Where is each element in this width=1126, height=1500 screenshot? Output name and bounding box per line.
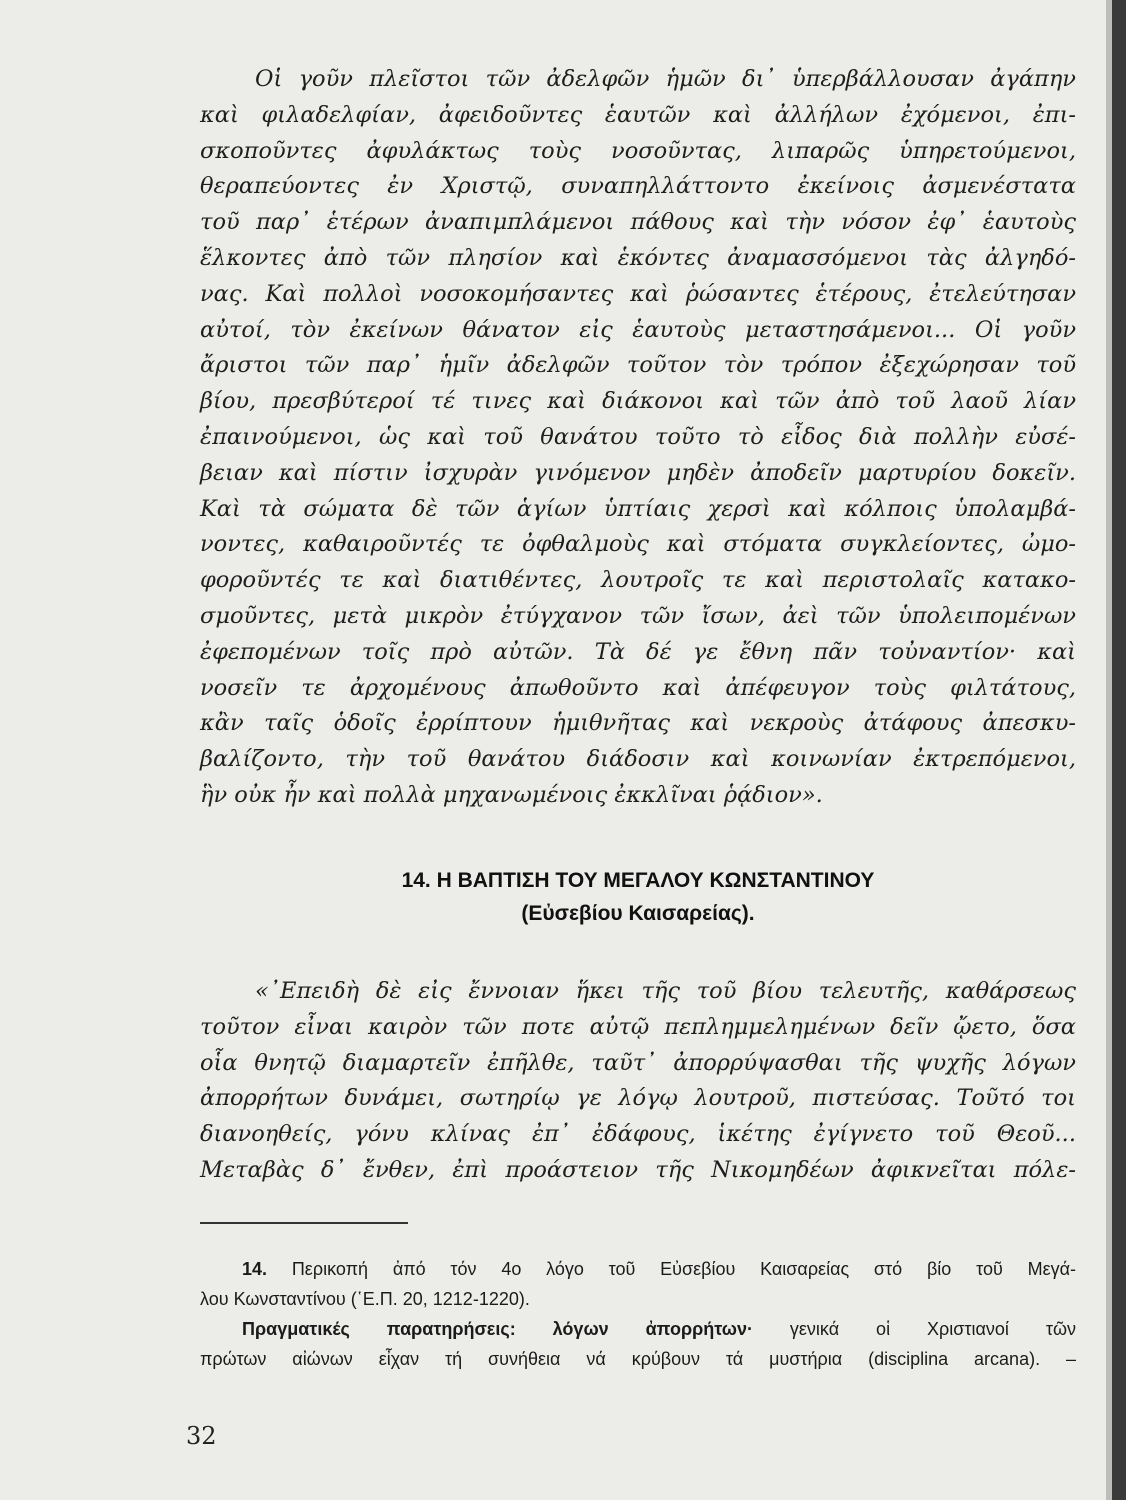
footnote-divider — [200, 1222, 408, 1224]
text-line: βειαν καὶ πίστιν ἰσχυρὰν γινόμενον μηδὲν ἀποδεῖν μαρτυρίου δοκεῖν. — [200, 459, 1076, 486]
text-line: τοῦτον εἶναι καιρὸν τῶν ποτε αὐτῷ πεπλημμελημένων δεῖν ᾤετο, ὅσα — [200, 1013, 1076, 1040]
section-title: 14. Η ΒΑΠΤΙΣΗ ΤΟΥ ΜΕΓΑΛΟΥ ΚΩΝΣΤΑΝΤΙΝΟΥ — [401, 869, 875, 892]
footnote-line: λου Κωνσταντίνου (῾Ε.Π. 20, 1212-1220). — [200, 1289, 530, 1309]
footnote-term: Πραγματικές παρατηρήσεις: λόγων ἀπορρήτων· — [242, 1319, 753, 1339]
footnote-line — [200, 1254, 1076, 1284]
text-line: Μεταβὰς δ᾽ ἔνθεν, ἐπὶ προάστειον τῆς Νικομηδέων ἀφικνεῖται πόλε- — [200, 1156, 1076, 1183]
text-line: Οἱ γοῦν πλεῖστοι τῶν ἀδελφῶν ἡμῶν δι᾽ ὑπερβάλλουσαν ἀγάπην — [255, 66, 1076, 92]
text-line: φοροῦντές τε καὶ διατιθέντες, λουτροῖς τε καὶ περιστολαῖς κατακο- — [200, 567, 1076, 594]
text-line: νοσεῖν τε ἀρχομένους ἀπωθοῦντο καὶ ἀπέφευγον τοὺς φιλτάτους, — [200, 674, 1076, 701]
section-subtitle: (Εὐσεβίου Καισαρείας). — [521, 902, 755, 925]
text-line: ἐπαινούμενοι, ὡς καὶ τοῦ θανάτου τοῦτο τὸ εἶδος διὰ πολλὴν εὐσέ- — [200, 423, 1076, 450]
text-line: θεραπεύοντες ἐν Χριστῷ, συναπηλλάττοντο ἐκείνοις ἀσμενέστατα — [200, 173, 1076, 200]
text-line: ἐφεπομένων τοῖς πρὸ αὐτῶν. Τὰ δέ γε ἔθνη πᾶν τοὐναντίον· καὶ — [200, 638, 1076, 665]
quoted-text-block — [200, 62, 1076, 814]
text-line: βίου, πρεσβύτεροί τέ τινες καὶ διάκονοι καὶ τῶν ἀπὸ τοῦ λαοῦ λίαν — [200, 388, 1076, 415]
text-line: κἂν ταῖς ὁδοῖς ἐρρίπτουν ἡμιθνῆτας καὶ νεκροὺς ἀτάφους ἀπεσκυ- — [200, 710, 1076, 737]
footnote-text: γενικά οἱ Χριστιανοί τῶν — [789, 1319, 1076, 1339]
text-line: οἷα θνητῷ διαμαρτεῖν ἐπῆλθε, ταῦτ᾽ ἀπορρύψασθαι τῆς ψυχῆς λόγων — [200, 1049, 1076, 1076]
text-line: ἄριστοι τῶν παρ᾽ ἡμῖν ἀδελφῶν τοῦτον τὸν τρόπον ἐξεχώρησαν τοῦ — [200, 352, 1076, 379]
text-line: νοντες, καθαιροῦντές τε ὀφθαλμοὺς καὶ στόματα συγκλείοντες, ὠμο- — [200, 531, 1076, 558]
footnotes — [200, 1254, 1076, 1374]
text-line: νας. Καὶ πολλοὶ νοσοκομήσαντες καὶ ῥώσαντες ἑτέρους, ἐτελεύτησαν — [200, 280, 1076, 307]
text-line: Καὶ τὰ σώματα δὲ τῶν ἁγίων ὑπτίαις χερσὶ καὶ κόλποις ὑπολαμβά- — [200, 495, 1076, 522]
footnote-number: 14. — [242, 1259, 268, 1279]
text-line: ἀπορρήτων δυνάμει, σωτηρίῳ γε λόγῳ λουτροῦ, πιστεύσας. Τοῦτό τοι — [200, 1085, 1076, 1112]
section-text-block — [200, 974, 1076, 1189]
text-line: σκοποῦντες ἀφυλάκτως τοὺς νοσοῦντας, λιπαρῶς ὑπηρετούμενοι, — [200, 137, 1076, 164]
text-line: τοῦ παρ᾽ ἑτέρων ἀναπιμπλάμενοι πάθους καὶ τὴν νόσον ἐφ᾽ ἑαυτοὺς — [200, 209, 1076, 236]
page-number: 32 — [186, 1422, 217, 1450]
text-line: «᾽Επειδὴ δὲ εἰς ἔννοιαν ἥκει τῆς τοῦ βίου τελευτῆς, καθάρσεως — [255, 978, 1076, 1004]
text-line: βαλίζοντο, τὴν τοῦ θανάτου διάδοσιν καὶ κοινωνίαν ἐκτρεπόμενοι, — [200, 746, 1076, 773]
text-line: διανοηθείς, γόνυ κλίνας ἐπ᾽ ἐδάφους, ἱκέτης ἐγίγνετο τοῦ Θεοῦ... — [200, 1121, 1076, 1148]
book-spine-edge — [1112, 0, 1126, 1500]
footnote-line: πρώτων αἰώνων εἶχαν τή συνήθεια νά κρύβουν τά μυστήρια (disciplina arcana). – — [200, 1349, 1076, 1369]
text-line: καὶ φιλαδελφίαν, ἀφειδοῦντες ἑαυτῶν καὶ ἀλλήλων ἐχόμενοι, ἐπι- — [200, 101, 1076, 128]
footnote-text: Περικοπή ἀπό τόν 4ο λόγο τοῦ Εὐσεβίου Καισαρείας στό βίο τοῦ Μεγά- — [291, 1259, 1076, 1279]
text-line: ἕλκοντες ἀπὸ τῶν πλησίον καὶ ἑκόντες ἀναμασσόμενοι τὰς ἀλγηδό- — [200, 244, 1076, 271]
footnote-line — [200, 1314, 1076, 1344]
text-line: σμοῦντες, μετὰ μικρὸν ἐτύγχανον τῶν ἴσων, ἀεὶ τῶν ὑπολειπομένων — [200, 602, 1076, 629]
text-line: ἣν οὐκ ἦν καὶ πολλὰ μηχανωμένοις ἐκκλῖναι ῥᾴδιον». — [200, 781, 823, 808]
text-line: αὐτοί, τὸν ἐκείνων θάνατον εἰς ἑαυτοὺς μεταστησάμενοι... Οἱ γοῦν — [200, 316, 1076, 343]
section-heading — [200, 864, 1076, 930]
